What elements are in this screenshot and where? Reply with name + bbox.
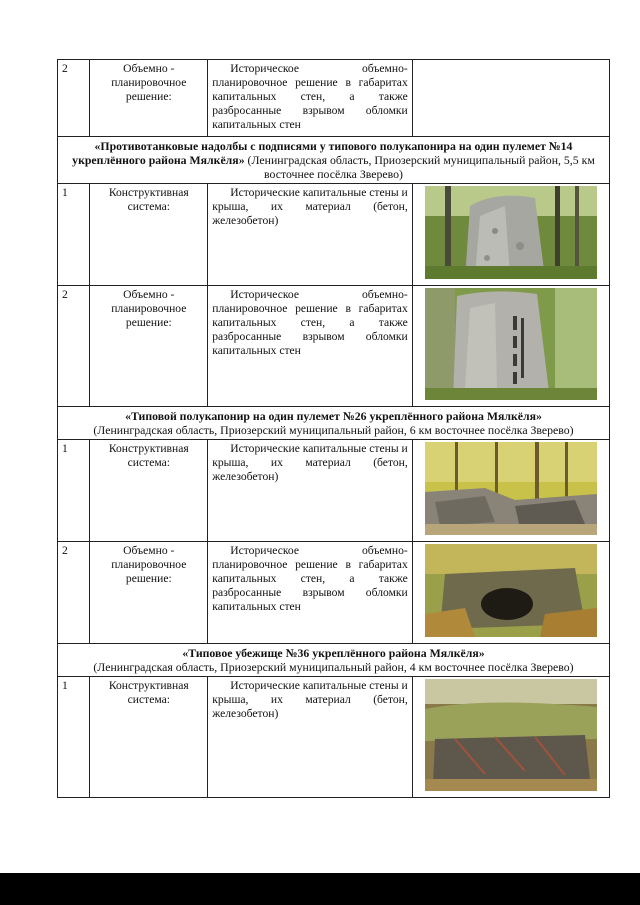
parameter-name: Конструктивная система: [90,184,208,286]
object-title: «Противотанковые надолбы с подписями у типового полукапонира на один пулемет №14 укреплённого района Мялкёля» [72,139,573,167]
forest-ruin-photo [425,442,597,535]
photo-cell-empty [412,60,609,137]
object-location: (Ленинградская область, Приозерский муниципальный район, 5,5 км восточнее посёлка Зверево) [247,153,595,181]
section-heading-row [58,137,610,184]
parameter-description: Историческое объемно-планировочное решение в габаритах капитальных стен, а также разбросанные взрывом обломки капитальных стен [208,286,413,407]
table-row [58,184,610,286]
parameter-name: Объемно - планировочное решение: [90,286,208,407]
object-title: «Типовое убежище №36 укреплённого района Мялкёля» [182,646,485,660]
parameter-description: Историческое объемно-планировочное решение в габаритах капитальных стен, а также разбросанные взрывом обломки капитальных стен [208,542,413,644]
parameter-name: Конструктивная система: [90,677,208,798]
row-number: 1 [58,184,90,286]
concrete-block-photo [425,186,597,279]
section-heading [58,407,610,440]
section-heading [58,137,610,184]
parameter-name: Объемно - планировочное решение: [90,542,208,644]
table-row [58,677,610,798]
parameter-name: Объемно - планировочное решение: [90,60,208,137]
row-number: 2 [58,60,90,137]
table-row [58,286,610,407]
table-row [58,60,610,137]
row-number: 2 [58,542,90,644]
parameter-description: Исторические капитальные стены и крыша, их материал (бетон, железобетон) [208,677,413,798]
dark-opening-photo [425,544,597,637]
row-number: 1 [58,440,90,542]
object-title: «Типовой полукапонир на один пулемет №26 укреплённого района Мялкёля» [125,409,542,423]
section-heading-row [58,407,610,440]
object-location: (Ленинградская область, Приозерский муниципальный район, 6 км восточнее посёлка Зверево) [93,423,574,437]
object-location: (Ленинградская область, Приозерский муниципальный район, 4 км восточнее посёлка Зверево) [93,660,574,674]
parameter-description: Историческое объемно-планировочное решение в габаритах капитальных стен, а также разбросанные взрывом обломки капитальных стен [208,60,413,137]
row-number: 2 [58,286,90,407]
table-row [58,542,610,644]
monument-table [57,59,610,798]
row-number: 1 [58,677,90,798]
section-heading [58,644,610,677]
table-row [58,440,610,542]
parameter-name: Конструктивная система: [90,440,208,542]
scan-bottom-edge [0,873,640,905]
mossy-ruin-photo [425,679,597,791]
parameter-description: Исторические капитальные стены и крыша, их материал (бетон, железобетон) [208,440,413,542]
inscribed-block-photo [425,288,597,400]
parameter-description: Исторические капитальные стены и крыша, их материал (бетон, железобетон) [208,184,413,286]
section-heading-row [58,644,610,677]
